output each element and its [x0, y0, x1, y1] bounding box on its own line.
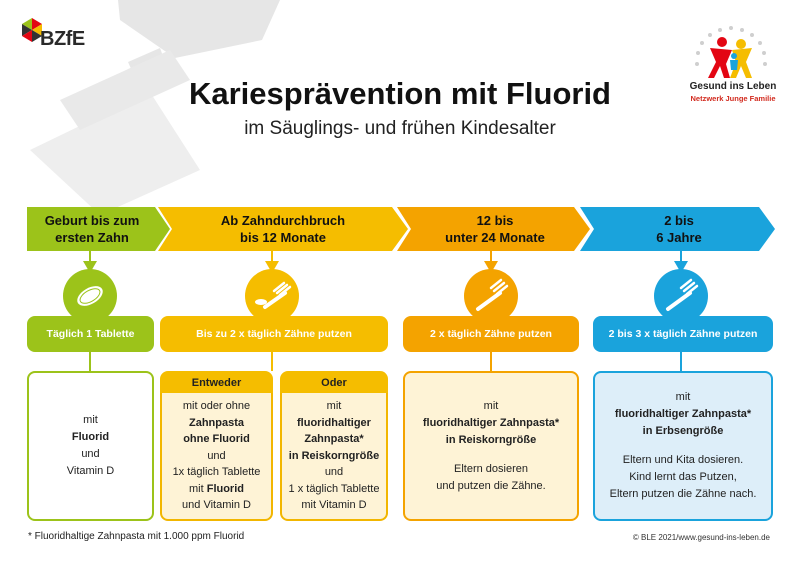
stage-3-card-line: und putzen die Zähne.	[436, 479, 546, 492]
option-either-line	[189, 481, 244, 498]
stage-2-label	[172, 207, 394, 251]
tablet-icon	[63, 269, 117, 323]
stage-4-card-line: mit	[675, 391, 691, 403]
option-or-line: und	[324, 466, 344, 479]
bzfe-logo-text: BZfE	[40, 28, 85, 50]
option-either-line: 1x täglich Tablette	[172, 466, 261, 479]
option-or-line: fluoridhaltiger	[297, 416, 371, 429]
option-or-line: in Reiskorngröße	[288, 449, 380, 462]
stage-3-card-line: fluoridhaltiger Zahnpasta*	[422, 416, 560, 429]
option-or-line: 1 x täglich Tablette	[288, 482, 380, 495]
stage-4-frequency: 2 bis 3 x täglich Zähne putzen	[593, 316, 773, 352]
stage-4-card-line: Eltern putzen die Zähne nach.	[609, 488, 757, 500]
stage-4-card	[593, 371, 773, 521]
stage-1-label	[27, 207, 157, 251]
stage-3-card-line: in Reiskorngröße	[445, 433, 537, 446]
stage-4-label-line1: 2 bis	[664, 213, 694, 228]
stage-1-card-line: mit	[83, 414, 98, 426]
stage-3-card-line: mit	[483, 399, 499, 412]
toothbrush-icon	[654, 269, 708, 323]
option-either-line: und Vitamin D	[182, 499, 251, 512]
stage-1-card-line: Fluorid	[71, 431, 110, 443]
stage-2-label-line1: Ab Zahndurchbruch	[220, 213, 346, 228]
footnote: * Fluoridhaltige Zahnpasta mit 1.000 ppm Fluorid	[28, 531, 245, 542]
option-either-fluorid: Fluorid	[206, 482, 244, 495]
option-either-line: Zahnpasta	[188, 416, 244, 429]
stage-4-label-line2: 6 Jahre	[656, 230, 702, 245]
stage-1-label-line1: Geburt bis zum	[44, 213, 140, 228]
stage-3-label	[410, 207, 580, 251]
stage-3-card-line: Eltern dosieren	[454, 462, 528, 475]
stage-1-card-line: und	[81, 448, 100, 460]
stage-3-label-line2: unter 24 Monate	[445, 230, 545, 245]
stage-1-card	[27, 371, 154, 521]
stage-4-card-line: fluoridhaltiger Zahnpasta*	[614, 408, 752, 420]
option-either-line: ohne Fluorid	[183, 433, 250, 446]
connector-line	[271, 352, 274, 371]
option-or-card	[280, 393, 388, 521]
option-either-line: und	[207, 449, 226, 462]
option-either-header: Entweder	[160, 371, 273, 395]
option-either-line: mit oder ohne	[182, 400, 251, 413]
partner-logo-name: Gesund ins Leben	[689, 81, 777, 92]
stage-4-card-line: Eltern und Kita dosieren.	[622, 454, 744, 466]
stage-2-label-line2: bis 12 Monate	[240, 230, 326, 245]
stage-2-frequency: Bis zu 2 x täglich Zähne putzen	[160, 316, 388, 352]
page-subtitle: im Säuglings- und frühen Kindesalter	[244, 118, 556, 139]
stage-3-label-line1: 12 bis	[476, 213, 514, 228]
option-either-mit: mit	[188, 482, 204, 495]
stage-4-card-line: Kind lernt das Putzen,	[629, 471, 737, 483]
option-either-card	[160, 393, 273, 521]
page-title: Kariesprävention mit Fluorid	[188, 76, 611, 111]
option-or-line: mit Vitamin D	[301, 499, 367, 512]
stage-3-frequency: 2 x täglich Zähne putzen	[403, 316, 579, 352]
stage-3-card	[403, 371, 579, 521]
option-or-line: mit	[326, 400, 342, 413]
copyright: © BLE 2021/www.gesund-ins-leben.de	[632, 533, 770, 542]
stage-1-card-line: Vitamin D	[66, 465, 115, 477]
option-or-line: Zahnpasta*	[304, 433, 364, 446]
connector-line	[89, 352, 92, 371]
stage-1-label-line2: ersten Zahn	[55, 230, 129, 245]
connector-line	[490, 352, 493, 371]
stage-1-frequency: Täglich 1 Tablette	[27, 316, 154, 352]
stage-4-card-line: in Erbsengröße	[642, 425, 724, 437]
toothbrush-tablet-icon	[245, 269, 299, 323]
connector-line	[680, 352, 683, 371]
option-or-header: Oder	[280, 371, 388, 395]
stage-4-label	[594, 207, 764, 251]
toothbrush-icon	[464, 269, 518, 323]
partner-logo-tagline: Netzwerk Junge Familie	[690, 94, 776, 103]
